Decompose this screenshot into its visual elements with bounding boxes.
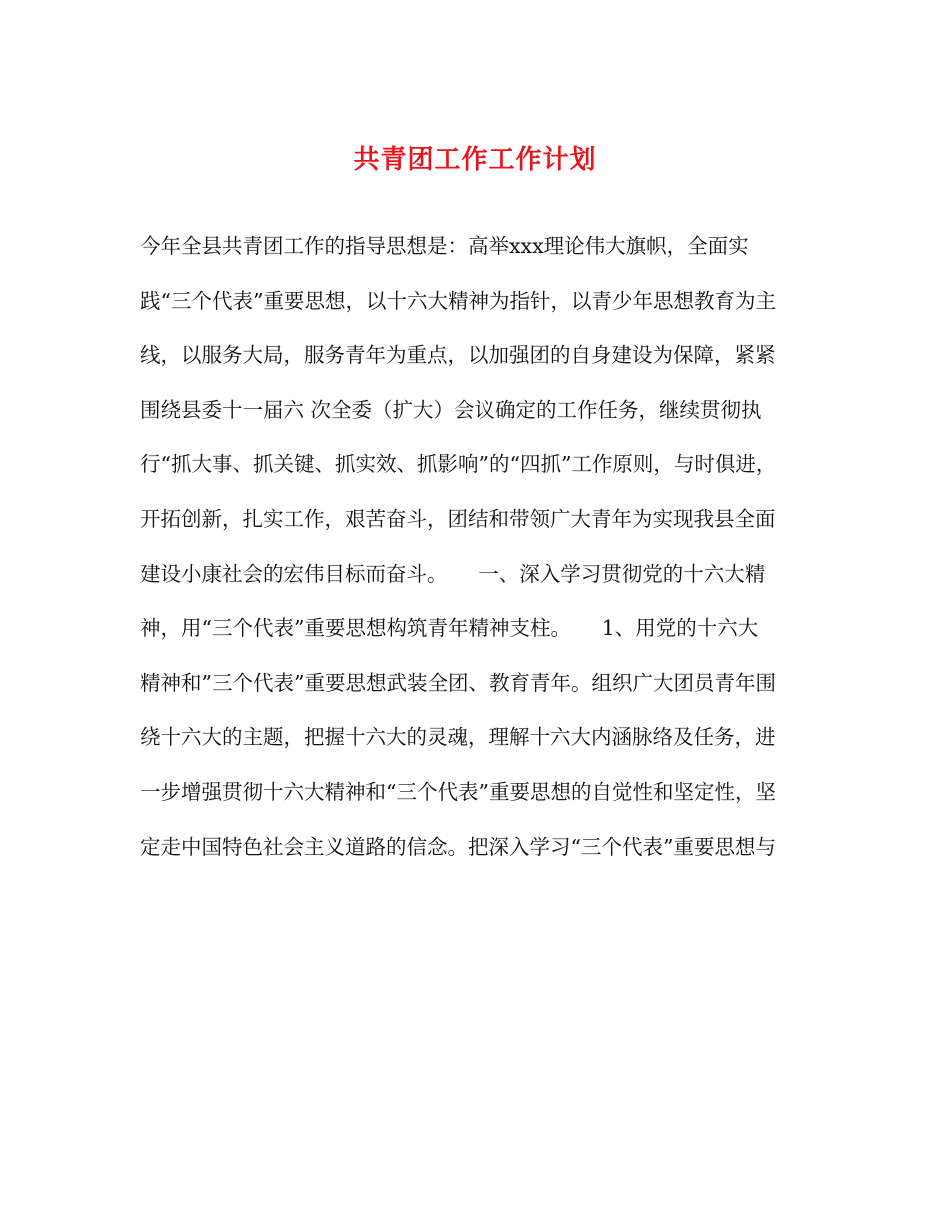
body-line: 一步增强贯彻十六大精神和“三个代表”重要思想的自觉性和坚定性，坚 — [140, 779, 776, 804]
body-line: 线，以服务大局，服务青年为重点，以加强团的自身建设为保障，紧紧 — [140, 343, 776, 368]
body-line: 定走中国特色社会主义道路的信念。把深入学习“三个代表”重要思想与 — [140, 834, 776, 859]
body-line: 开拓创新，扎实工作，艰苦奋斗，团结和带领广大青年为实现我县全面 — [140, 506, 776, 531]
body-line: 践“三个代表”重要思想，以十六大精神为指针，以青少年思想教育为主 — [140, 288, 776, 313]
body-line: 建设小康社会的宏伟目标而奋斗。 一、深入学习贯彻党的十六大精 — [140, 561, 766, 586]
document-body — [140, 226, 820, 881]
body-line: 精神和”三个代表”重要思想武装全团、教育青年。组织广大团员青年围 — [140, 670, 776, 695]
body-line: 围绕县委十一届六 次全委（扩大）会议确定的工作任务，继续贯彻执 — [140, 397, 762, 422]
body-line: 神，用“三个代表”重要思想构筑青年精神支柱。 1、用党的十六大 — [140, 616, 759, 641]
document-title: 共青团工作工作计划 — [353, 145, 597, 175]
body-line: 今年全县共青团工作的指导思想是：高举xxx理论伟大旗帜，全面实 — [140, 234, 749, 258]
body-line: 行“抓大事、抓关键、抓实效、抓影响”的“四抓”工作原则，与时俱进， — [140, 452, 777, 477]
body-line: 绕十六大的主题，把握十六大的灵魂，理解十六大内涵脉络及任务，进 — [140, 725, 776, 750]
